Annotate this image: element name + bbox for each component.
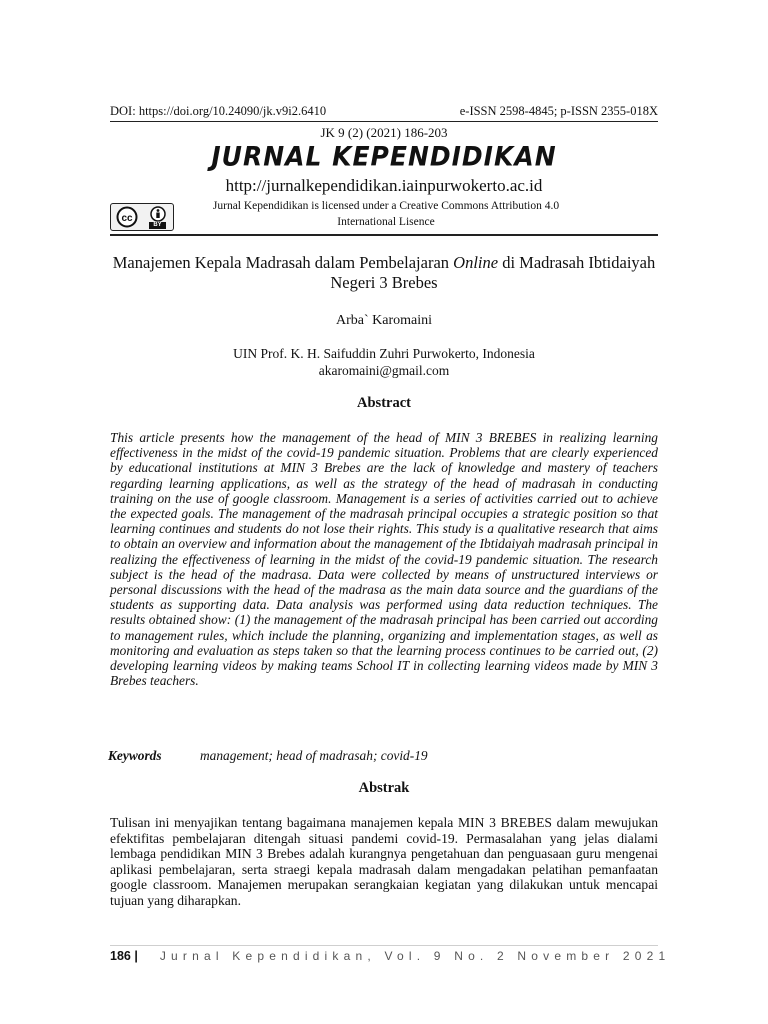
journal-url-link[interactable]: http://jurnalkependidikan.iainpurwokerto.ac.id [225, 176, 543, 195]
footer-journal-text: Jurnal Kependidikan, Vol. 9 No. 2 November 2021 [159, 949, 671, 963]
author-name: Arba` Karomaini [335, 313, 433, 328]
article-title [110, 253, 658, 293]
keywords-row [108, 748, 428, 764]
cc-by-license-badge[interactable] [110, 203, 174, 231]
header-bottom-rule [110, 234, 658, 236]
title-part-1: Manajemen Kepala Madrasah dalam Pembelajaran [112, 253, 454, 272]
doi-issn-row [110, 104, 658, 119]
issn-text: e-ISSN 2598-4845; p-ISSN 2355-018X [459, 104, 658, 118]
cc-icon [111, 204, 142, 230]
by-attribution-icon [142, 204, 173, 230]
journal-name: JURNAL KEPENDIDIKAN [211, 141, 557, 172]
author-affiliation [0, 345, 768, 379]
author-email[interactable]: akaromaini@gmail.com [318, 363, 450, 378]
abstrak-indonesian-text: Tulisan ini menyajikan tentang bagaimana manajemen kepala MIN 3 BREBES dalam mewujukan efektifitas pembelajaran ditengah situasi pandemi covid-19. Permasalahan yang jelas dialami lembaga pendidikan MIN 3 Brebes adalah kurangnya pengetahuan dan penguasaan guru mengenai aplikasi pembelajaran, serta straegi kepala madrasah dalam mengadakan pelatihan pemanfaatan google classroom. Manajemen merupakan serangkaian kegiatan yang dilakukan untuk mencapai tujuan yang diharapkan. [110, 815, 658, 908]
doi-link[interactable]: DOI: https://doi.org/10.24090/jk.v9i2.6410 [110, 104, 327, 118]
keywords-list: management; head of madrasah; covid-19 [200, 748, 428, 763]
license-text-line-2: International Lisence [337, 216, 435, 228]
footer-rule [110, 945, 658, 946]
issue-citation: JK 9 (2) (2021) 186-203 [320, 125, 448, 140]
svg-text:cc: cc [120, 213, 133, 224]
page-number: 186 | [110, 949, 138, 963]
page-footer [110, 949, 670, 963]
header-rule [110, 121, 658, 122]
license-text-line-1: Jurnal Kependidikan is licensed under a Creative Commons Attribution 4.0 [212, 200, 560, 212]
abstract-heading: Abstract [357, 395, 411, 411]
title-italic-word: Online [453, 253, 499, 272]
abstrak-heading: Abstrak [358, 780, 410, 796]
abstract-english-text: This article presents how the management of the head of MIN 3 BREBES in realizing learning effectiveness in the midst of the covid-19 pandemic situation. Problems that are clearly experienced by educational institutions at MIN 3 Brebes are the lack of knowledge and mastery of teachers regarding learning applications, as well as the strategy of the head of madrasah in conducting training on the use of google classroom. Management is a series of activities carried out to achieve the expected goals. The management of the madrasah principal occupies a strategic position so that learning continues and students do not lose their rights. This study is a qualitative research that aims to obtain an overview and information about the management of the Ibtidaiyah madrasah principal in realizing the effectiveness of learning in the midst of the covid-19 pandemic situation. The research subject is the head of the madrasa. Data were collected by means of unstructured interviews or personal discussions with the head of the madrasa as the main data source and the guardians of the students as supporting data. Data analysis was performed using data reduction techniques. The results obtained show: (1) the management of the madrasah principal has been carried out according to management rules, which include the planning, organizing and implementation stages, as well as monitoring and evaluation as steps taken so that the learning process continues to be carried out, (2) developing learning videos by making teams School IT in collecting learning videos made by MIN 3 Brebes teachers. [110, 430, 658, 689]
affiliation-institution: UIN Prof. K. H. Saifuddin Zuhri Purwokerto, Indonesia [233, 346, 535, 361]
keywords-label: Keywords [108, 748, 162, 763]
title-part-2: di Madrasah Ibtidaiyah Negeri 3 Brebes [330, 253, 656, 292]
by-label: BY [149, 222, 165, 229]
